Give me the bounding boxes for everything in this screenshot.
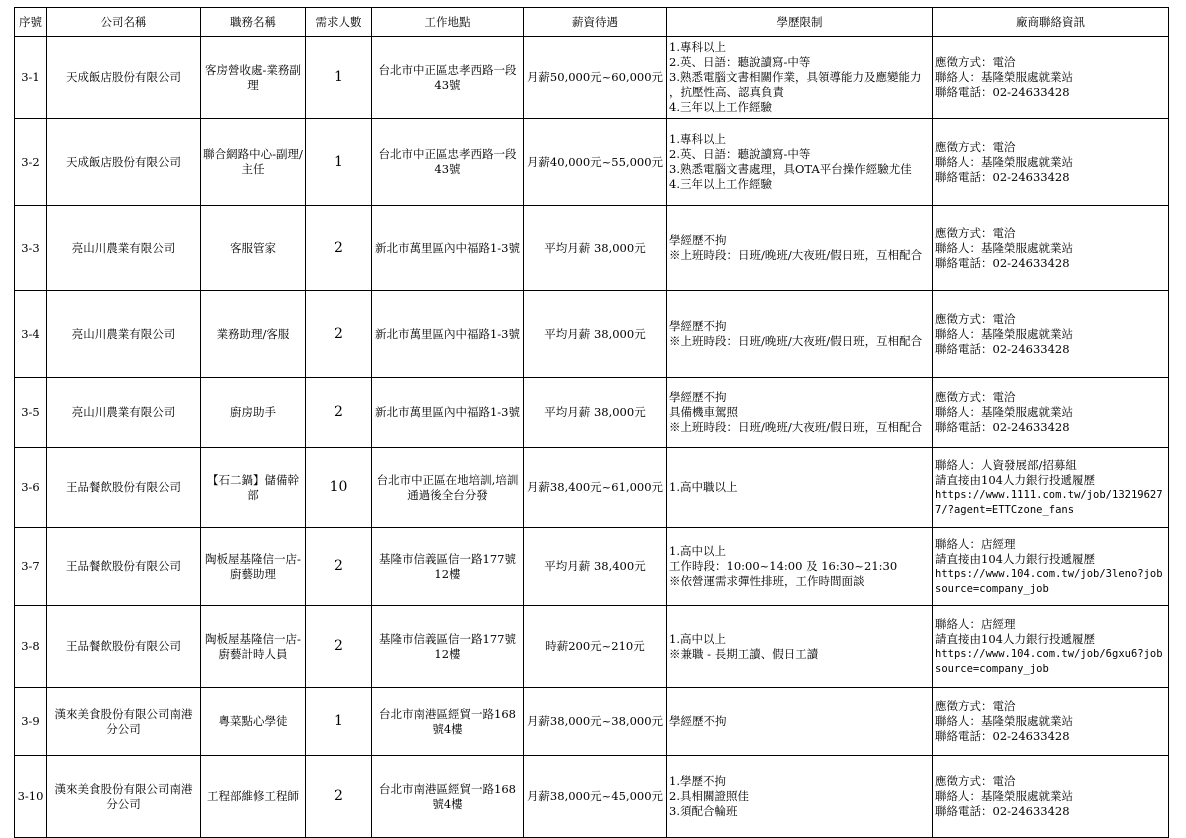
contact-line: 聯絡電話：02-24633428 [935, 255, 1070, 270]
cell-contact [933, 606, 1169, 688]
requirement-line: 3.須配合輪班 [669, 804, 738, 818]
cell-contact [933, 119, 1169, 206]
cell-salary: 月薪50,000元~60,000元 [524, 37, 667, 119]
contact-line: 請直接由104人力銀行投遞履歷 [935, 472, 1095, 487]
contact-url-line[interactable]: 7/?agent=ETTCzone_fans [935, 503, 1075, 516]
header-title: 職務名稱 [201, 8, 306, 37]
requirement-line: 2.具相關證照佳 [669, 789, 749, 803]
cell-contact [933, 756, 1169, 838]
requirement-line: 1.專科以上 [669, 132, 726, 146]
requirement-line: ※依營運需求彈性排班，工作時間面談 [669, 574, 865, 588]
table-row [15, 688, 1169, 756]
contact-url-line[interactable]: https://www.1111.com.tw/job/13219627 [935, 488, 1163, 501]
cell-location: 基隆市信義區信一路177號12樓 [372, 528, 524, 606]
table-row [15, 448, 1169, 528]
cell-requirements [667, 291, 933, 378]
cell-count: 2 [306, 528, 372, 606]
requirement-line: 1.專科以上 [669, 40, 726, 54]
contact-line: 聯絡電話：02-24633428 [935, 804, 1070, 818]
cell-contact [933, 528, 1169, 606]
header-salary: 薪資待遇 [524, 8, 667, 37]
table-row [15, 606, 1169, 688]
requirement-line: ※上班時段：日班/晚班/大夜班/假日班，互相配合 [669, 420, 923, 434]
contact-line: 聯絡人：基隆榮服處就業站 [935, 326, 1073, 341]
contact-url-line[interactable]: https://www.104.com.tw/job/3leno?job [935, 567, 1163, 580]
requirement-line: 2.英、日語：聽說讀寫-中等 [669, 55, 811, 69]
table-row [15, 756, 1169, 838]
cell-contact [933, 291, 1169, 378]
cell-id: 3-8 [15, 606, 47, 688]
contact-line: 聯絡人：基隆榮服處就業站 [935, 714, 1073, 728]
requirement-line: 4.三年以上工作經驗 [669, 100, 772, 114]
cell-salary: 時薪200元~210元 [524, 606, 667, 688]
cell-company: 天成飯店股份有限公司 [47, 119, 201, 206]
table-row [15, 119, 1169, 206]
cell-salary: 平均月薪 38,000元 [524, 291, 667, 378]
cell-requirements [667, 37, 933, 119]
cell-count: 2 [306, 756, 372, 838]
cell-salary: 月薪38,000元~45,000元 [524, 756, 667, 838]
header-location: 工作地點 [372, 8, 524, 37]
cell-company: 漢來美食股份有限公司南港分公司 [47, 688, 201, 756]
cell-title: 業務助理/客服 [201, 291, 306, 378]
cell-title: 聯合網路中心-副理/主任 [201, 119, 306, 206]
cell-salary: 月薪38,000元~38,000元 [524, 688, 667, 756]
cell-location: 基隆市信義區信一路177號12樓 [372, 606, 524, 688]
cell-contact [933, 378, 1169, 448]
cell-title: 陶板屋基隆信一店-廚藝計時人員 [201, 606, 306, 688]
contact-line: 聯絡人：基隆榮服處就業站 [935, 154, 1073, 169]
contact-line: 聯絡電話：02-24633428 [935, 341, 1070, 356]
contact-line: 應徵方式：電洽 [935, 55, 1016, 69]
table-row [15, 378, 1169, 448]
cell-id: 3-1 [15, 37, 47, 119]
contact-url-line[interactable]: source=company_job [935, 662, 1049, 675]
cell-company: 亮山川農業有限公司 [47, 378, 201, 448]
cell-requirements [667, 606, 933, 688]
cell-count: 1 [306, 37, 372, 119]
cell-count: 2 [306, 606, 372, 688]
requirement-line: ，抗壓性高、認真負責 [669, 85, 784, 99]
contact-line: 應徵方式：電洽 [935, 139, 1016, 154]
table-row [15, 291, 1169, 378]
requirement-line: ※上班時段：日班/晚班/大夜班/假日班，互相配合 [669, 248, 923, 262]
header-id: 序號 [15, 8, 47, 37]
cell-company: 王品餐飲股份有限公司 [47, 448, 201, 528]
cell-requirements [667, 119, 933, 206]
cell-count: 1 [306, 688, 372, 756]
header-requirements: 學歷限制 [667, 8, 933, 37]
requirement-line: 工作時段：10:00~14:00 及 16:30~21:30 [669, 559, 898, 573]
cell-id: 3-2 [15, 119, 47, 206]
contact-line: 聯絡人：店經理 [935, 616, 1016, 631]
cell-count: 2 [306, 206, 372, 291]
contact-line: 聯絡電話：02-24633428 [935, 420, 1070, 434]
contact-line: 請直接由104人力銀行投遞履歷 [935, 551, 1095, 566]
cell-company: 王品餐飲股份有限公司 [47, 606, 201, 688]
contact-line: 聯絡人：人資發展部/招募組 [935, 457, 1077, 472]
contact-line: 請直接由104人力銀行投遞履歷 [935, 631, 1095, 646]
table-row [15, 206, 1169, 291]
contact-line: 聯絡人：店經理 [935, 536, 1016, 551]
cell-id: 3-10 [15, 756, 47, 838]
cell-contact [933, 448, 1169, 528]
requirement-line: ※上班時段：日班/晚班/大夜班/假日班，互相配合 [669, 334, 923, 348]
requirement-line: 3.熟悉電腦文書相關作業，具領導能力及應變能力 [669, 70, 922, 84]
cell-salary: 月薪40,000元~55,000元 [524, 119, 667, 206]
table-row [15, 528, 1169, 606]
cell-contact [933, 206, 1169, 291]
header-company: 公司名稱 [47, 8, 201, 37]
cell-id: 3-9 [15, 688, 47, 756]
cell-title: 工程部維修工程師 [201, 756, 306, 838]
job-listing-table [14, 7, 1169, 838]
requirement-line: 2.英、日語：聽說讀寫-中等 [669, 147, 811, 161]
cell-requirements [667, 448, 933, 528]
contact-line: 聯絡電話：02-24633428 [935, 169, 1070, 184]
contact-url-line[interactable]: https://www.104.com.tw/job/6gxu6?job [935, 647, 1163, 660]
cell-location: 台北市中正區忠孝西路一段43號 [372, 37, 524, 119]
cell-requirements [667, 378, 933, 448]
requirement-line: 學經歷不拘 [669, 233, 727, 247]
requirement-line: 1.學歷不拘 [669, 774, 726, 788]
cell-requirements [667, 528, 933, 606]
requirement-line: 學經歷不拘 [669, 390, 727, 404]
cell-title: 客服管家 [201, 206, 306, 291]
requirement-line: 學經歷不拘 [669, 319, 727, 333]
header-count: 需求人數 [306, 8, 372, 37]
cell-id: 3-4 [15, 291, 47, 378]
cell-id: 3-6 [15, 448, 47, 528]
header-contact: 廠商聯絡資訊 [933, 8, 1169, 37]
requirement-line: 學經歷不拘 [669, 714, 727, 728]
contact-line: 聯絡電話：02-24633428 [935, 85, 1070, 99]
header-row [15, 8, 1169, 37]
cell-salary: 月薪38,400元~61,000元 [524, 448, 667, 528]
cell-title: 【石二鍋】儲備幹部 [201, 448, 306, 528]
cell-requirements [667, 688, 933, 756]
cell-location: 新北市萬里區內中福路1-3號 [372, 291, 524, 378]
cell-contact [933, 688, 1169, 756]
table-row [15, 37, 1169, 119]
cell-company: 王品餐飲股份有限公司 [47, 528, 201, 606]
requirement-line: 3.熟悉電腦文書處理，具OTA平台操作經驗尤佳 [669, 162, 912, 176]
cell-title: 陶板屋基隆信一店-廚藝助理 [201, 528, 306, 606]
contact-url-line[interactable]: source=company_job [935, 582, 1049, 595]
cell-salary: 平均月薪 38,000元 [524, 206, 667, 291]
contact-line: 聯絡人：基隆榮服處就業站 [935, 789, 1073, 803]
cell-count: 10 [306, 448, 372, 528]
requirement-line: 4.三年以上工作經驗 [669, 177, 772, 191]
cell-location: 台北市南港區經貿一路168號4樓 [372, 756, 524, 838]
contact-line: 應徵方式：電洽 [935, 774, 1016, 788]
cell-count: 1 [306, 119, 372, 206]
requirement-line: ※兼職 - 長期工讀、假日工讀 [669, 646, 819, 661]
contact-line: 聯絡電話：02-24633428 [935, 729, 1070, 743]
contact-line: 聯絡人：基隆榮服處就業站 [935, 240, 1073, 255]
cell-company: 漢來美食股份有限公司南港分公司 [47, 756, 201, 838]
cell-requirements [667, 756, 933, 838]
contact-line: 應徵方式：電洽 [935, 390, 1016, 404]
cell-id: 3-3 [15, 206, 47, 291]
cell-requirements [667, 206, 933, 291]
cell-location: 台北市中正區在地培訓,培訓通過後全台分發 [372, 448, 524, 528]
cell-company: 亮山川農業有限公司 [47, 291, 201, 378]
cell-count: 2 [306, 378, 372, 448]
cell-location: 台北市南港區經貿一路168號4樓 [372, 688, 524, 756]
cell-title: 粵菜點心學徒 [201, 688, 306, 756]
cell-title: 客房營收處-業務副理 [201, 37, 306, 119]
contact-line: 應徵方式：電洽 [935, 311, 1016, 326]
cell-company: 天成飯店股份有限公司 [47, 37, 201, 119]
requirement-line: 1.高中以上 [669, 544, 726, 558]
contact-line: 應徵方式：電洽 [935, 225, 1016, 240]
cell-location: 新北市萬里區內中福路1-3號 [372, 206, 524, 291]
cell-location: 台北市中正區忠孝西路一段43號 [372, 119, 524, 206]
cell-salary: 平均月薪 38,000元 [524, 378, 667, 448]
cell-id: 3-5 [15, 378, 47, 448]
requirement-line: 1.高中職以上 [669, 480, 738, 494]
cell-id: 3-7 [15, 528, 47, 606]
contact-line: 聯絡人：基隆榮服處就業站 [935, 70, 1073, 84]
requirement-line: 具備機車駕照 [669, 405, 738, 419]
cell-count: 2 [306, 291, 372, 378]
requirement-line: 1.高中以上 [669, 631, 726, 646]
cell-contact [933, 37, 1169, 119]
contact-line: 聯絡人：基隆榮服處就業站 [935, 405, 1073, 419]
cell-salary: 平均月薪 38,400元 [524, 528, 667, 606]
cell-title: 廚房助手 [201, 378, 306, 448]
contact-line: 應徵方式：電洽 [935, 699, 1016, 713]
cell-company: 亮山川農業有限公司 [47, 206, 201, 291]
cell-location: 新北市萬里區內中福路1-3號 [372, 378, 524, 448]
